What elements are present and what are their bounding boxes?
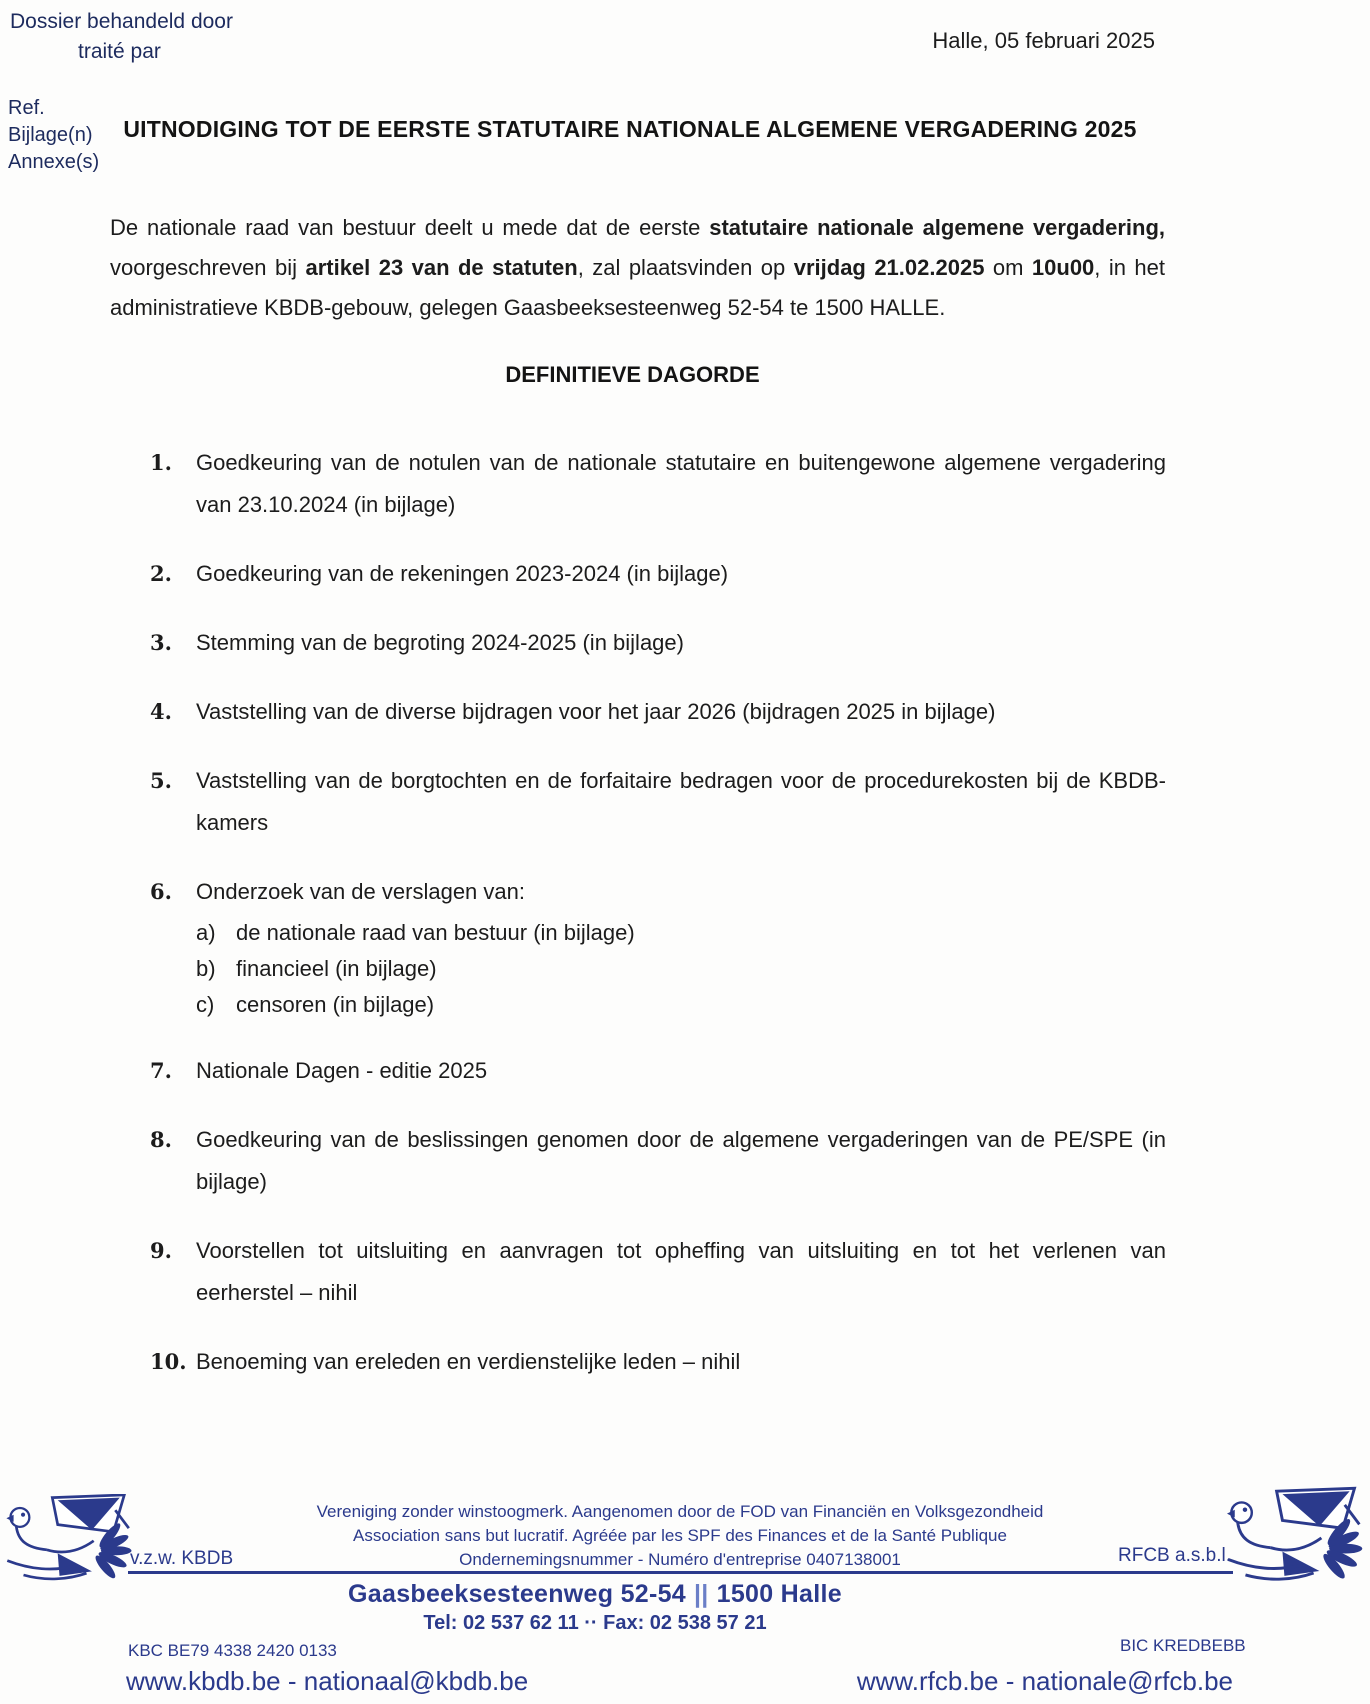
vzw-kbdb-label: v.z.w. KBDB xyxy=(130,1548,234,1569)
agenda-item-text: Stemming van de begroting 2024-2025 (in bijlage) xyxy=(196,630,684,655)
agenda-subitem-letter: c) xyxy=(196,992,215,1017)
footer-web-kbdb: www.kbdb.be - nationaal@kbdb.be xyxy=(126,1666,529,1696)
attachments-label-fr: Annexe(s) xyxy=(8,151,100,173)
address-city: 1500 Halle xyxy=(716,1580,842,1608)
agenda-subitem-text: de nationale raad van bestuur (in bijlage) xyxy=(236,920,635,945)
rfcb-asbl-label: RFCB a.s.b.l. xyxy=(1118,1545,1231,1566)
intro-segment: De nationale raad van bestuur deelt u mede dat de eerste xyxy=(110,215,710,240)
agenda-item-number: 10. xyxy=(150,1349,187,1374)
intro-segment: , in het administratieve KBDB-gebouw, gelegen Gaasbeeksesteenweg 52-54 te 1500 HALLE. xyxy=(110,255,1166,320)
agenda-item-number: 5. xyxy=(150,768,172,793)
ref-label: Ref. xyxy=(8,97,45,119)
rfcb-pigeon-logo xyxy=(1226,1482,1370,1590)
agenda-subitem-text: censoren (in bijlage) xyxy=(236,992,435,1017)
agenda-subitem xyxy=(196,987,1166,1023)
document-title: UITNODIGING TOT DE EERSTE STATUTAIRE NATIONALE ALGEMENE VERGADERING 2025 xyxy=(123,116,1137,142)
agenda-item-number: 6. xyxy=(150,879,172,904)
agenda-item xyxy=(150,1230,1166,1314)
attachments-label-nl: Bijlage(n) xyxy=(8,124,93,146)
agenda-list xyxy=(150,442,1166,1410)
agenda-subitem xyxy=(196,915,1166,951)
org-line-number: Ondernemingsnummer - Numéro d'entreprise 0407138001 xyxy=(459,1550,901,1569)
intro-bold-segment: statutaire nationale algemene vergadering, xyxy=(709,215,1165,240)
kbdb-pigeon-logo xyxy=(4,1494,142,1584)
intro-segment: , zal plaatsvinden op xyxy=(577,255,794,280)
agenda-item xyxy=(150,871,1166,1023)
agenda-heading: DEFINITIEVE DAGORDE xyxy=(505,362,760,387)
agenda-item-text: Goedkeuring van de notulen van de nationale statutaire en buitengewone algemene vergadering van 23.10.2024 (in bijlage) xyxy=(196,450,1166,517)
handled-by-label-nl: Dossier behandeld door xyxy=(10,10,233,33)
address-street: Gaasbeeksesteenweg 52-54 xyxy=(348,1580,687,1608)
date-line: Halle, 05 februari 2025 xyxy=(932,28,1155,53)
reference-labels xyxy=(8,95,99,176)
agenda-item-number: 4. xyxy=(150,699,172,724)
address-separator: || xyxy=(694,1580,709,1608)
intro-bold-segment: 10u00 xyxy=(1031,255,1095,280)
footer-tel-fax: Tel: 02 537 62 11 ·· Fax: 02 538 57 21 xyxy=(423,1612,767,1634)
agenda-item-number: 7. xyxy=(150,1058,172,1083)
agenda-item-text: Vaststelling van de diverse bijdragen voor het jaar 2026 (bijdragen 2025 in bijlage) xyxy=(196,699,996,724)
intro-paragraph xyxy=(110,208,1165,328)
agenda-item-text: Goedkeuring van de beslissingen genomen door de algemene vergaderingen van de PE/SPE (in bijlage) xyxy=(196,1127,1166,1194)
intro-segment: voorgeschreven bij xyxy=(110,255,306,280)
agenda-item xyxy=(150,1341,1166,1383)
agenda-item-number: 2. xyxy=(150,561,172,586)
agenda-item xyxy=(150,691,1166,733)
agenda-subitems xyxy=(196,915,1166,1023)
intro-bold-segment: artikel 23 van de statuten xyxy=(305,255,578,280)
footer-divider xyxy=(128,1571,1233,1574)
footer-web-rfcb: www.rfcb.be - nationale@rfcb.be xyxy=(856,1666,1233,1696)
agenda-item-number: 9. xyxy=(150,1238,172,1263)
agenda-item xyxy=(150,622,1166,664)
footer-bic: BIC KREDBEBB xyxy=(1120,1636,1246,1655)
intro-bold-segment: vrijdag 21.02.2025 xyxy=(793,255,985,280)
agenda-item xyxy=(150,1050,1166,1092)
agenda-subitem-text: financieel (in bijlage) xyxy=(236,956,437,981)
agenda-subitem xyxy=(196,951,1166,987)
agenda-item xyxy=(150,760,1166,844)
agenda-item-text: Goedkeuring van de rekeningen 2023-2024 (in bijlage) xyxy=(196,561,729,586)
agenda-item-number: 1. xyxy=(150,450,172,475)
agenda-subitem-letter: a) xyxy=(196,920,216,945)
agenda-item-text: Nationale Dagen - editie 2025 xyxy=(196,1058,488,1083)
agenda-item-text: Vaststelling van de borgtochten en de forfaitaire bedragen voor de procedurekosten bij de KBDB-kamers xyxy=(196,768,1166,835)
organization-info xyxy=(300,1500,1060,1572)
agenda-item-text: Benoeming van ereleden en verdienstelijke leden – nihil xyxy=(196,1349,741,1374)
agenda-item-text: Onderzoek van de verslagen van: xyxy=(196,879,525,904)
agenda-item-text: Voorstellen tot uitsluiting en aanvragen tot opheffing van uitsluiting en tot het verlenen van eerherstel – nihil xyxy=(196,1238,1166,1305)
org-line-nl: Vereniging zonder winstoogmerk. Aangenomen door de FOD van Financiën en Volksgezondheid xyxy=(316,1502,1044,1521)
agenda-item-number: 3. xyxy=(150,630,172,655)
agenda-item xyxy=(150,553,1166,595)
handled-by-label-fr: traité par xyxy=(78,40,161,63)
org-line-fr: Association sans but lucratif. Agréée par les SPF des Finances et de la Santé Publique xyxy=(353,1526,1007,1545)
agenda-item-number: 8. xyxy=(150,1127,172,1152)
agenda-item xyxy=(150,1119,1166,1203)
footer-address xyxy=(130,1580,1060,1609)
agenda-item xyxy=(150,442,1166,526)
agenda-subitem-letter: b) xyxy=(196,956,216,981)
intro-segment: om xyxy=(984,255,1032,280)
footer-iban: KBC BE79 4338 2420 0133 xyxy=(128,1641,337,1660)
